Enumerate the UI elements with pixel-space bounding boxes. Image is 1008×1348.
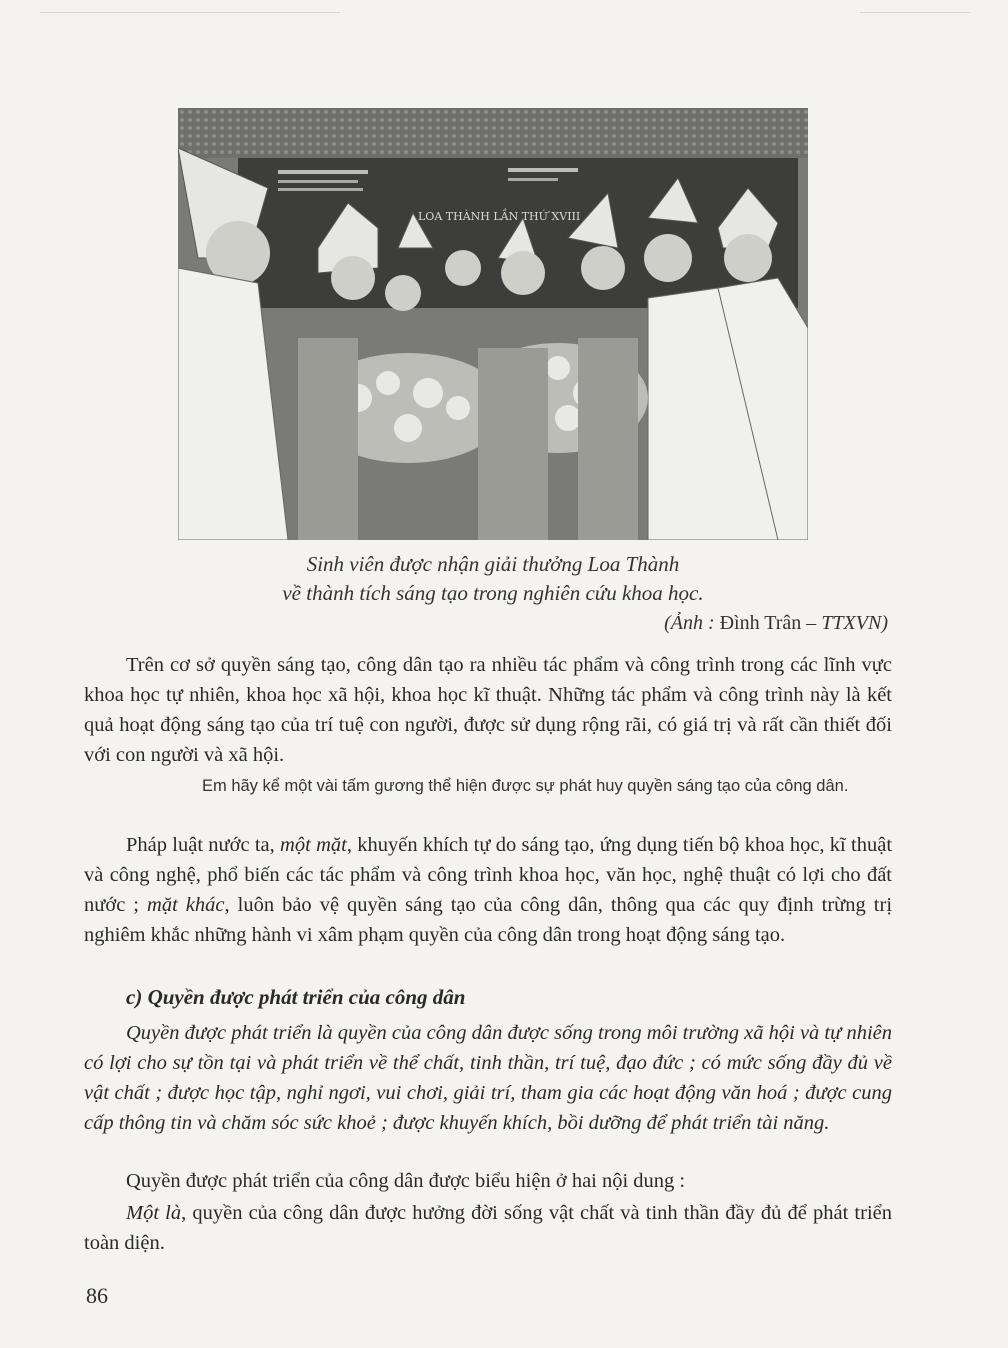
photo-banner: LOA THÀNH LẦN THỨ XVIII xyxy=(418,210,581,223)
top-edge-rule xyxy=(40,12,340,13)
credit-source: TTXVN) xyxy=(821,612,888,634)
first-content-lead: Một là xyxy=(126,1202,182,1224)
paragraph-first-content xyxy=(84,1198,892,1258)
law-italic-2: mặt khác xyxy=(147,894,225,916)
law-text-1: Pháp luật nước ta, xyxy=(126,834,275,856)
award-photo xyxy=(178,108,808,540)
photo-caption-line2: về thành tích sáng tạo trong nghiên cứu khoa học. xyxy=(282,581,704,605)
definition-paragraph xyxy=(84,1018,892,1138)
law-text-3: , luôn bảo vệ quyền sáng tạo của công dân, thông qua các quy định trừng trị nghiêm khắc những hành vi xâm phạm quyền của công dân trong hoạt động sáng tạo. xyxy=(84,894,893,946)
paragraph-creative-works xyxy=(84,650,892,770)
photo-credit xyxy=(664,612,888,635)
definition-text: Quyền được phát triển là quyền của công dân được sống trong môi trường xã hội và tự nhiên có lợi cho sự tồn tại và phát triển về thể chất, tinh thần, trí tuệ, đạo đức ; có mức sống đầy đủ về vật chất ; được học tập, nghỉ ngơi, vui chơi, giải trí, tham gia các hoạt động văn hoá ; được cung cấp thông tin và chăm sóc sức khoẻ ; được khuyến khích, bồi dưỡng để phát triển tài năng. xyxy=(84,1022,892,1134)
paragraph-creative-works-text: Trên cơ sở quyền sáng tạo, công dân tạo ra nhiều tác phẩm và công trình trong các lĩnh vực khoa học tự nhiên, khoa học xã hội, khoa học kĩ thuật. Những tác phẩm và công trình này là kết quả hoạt động sáng tạo của trí tuệ con người, được sử dụng rộng rãi, có giá trị và rất cần thiết đối với con người và xã hội. xyxy=(84,654,892,766)
law-italic-1: một mặt xyxy=(280,834,347,856)
law-text-2: , khuyến khích tự do sáng tạo, ứng dụng tiến bộ khoa học, kĩ thuật và công nghệ, phổ biến các tác phẩm và công trình khoa học, văn học, nghệ thuật có lợi cho đất nước ; xyxy=(84,834,893,916)
paragraph-two-contents xyxy=(84,1166,892,1196)
photo-caption-line1: Sinh viên được nhận giải thưởng Loa Thành xyxy=(306,552,680,576)
page-number: 86 xyxy=(86,1283,108,1308)
paragraph-two-contents-text: Quyền được phát triển của công dân được biểu hiện ở hai nội dung : xyxy=(126,1170,686,1192)
credit-prefix: (Ảnh : xyxy=(664,612,715,634)
first-content-rest: , quyền của công dân được hưởng đời sống vật chất và tinh thần đầy đủ để phát triển toàn diện. xyxy=(84,1202,892,1254)
section-heading: c) Quyền được phát triển của công dân xyxy=(126,985,466,1009)
credit-author: Đình Trân – xyxy=(719,612,817,634)
paragraph-law xyxy=(84,830,892,950)
top-edge-rule-right xyxy=(860,12,970,13)
discussion-question: Em hãy kể một vài tấm gương thể hiện được sự phát huy quyền sáng tạo của công dân. xyxy=(202,777,849,795)
